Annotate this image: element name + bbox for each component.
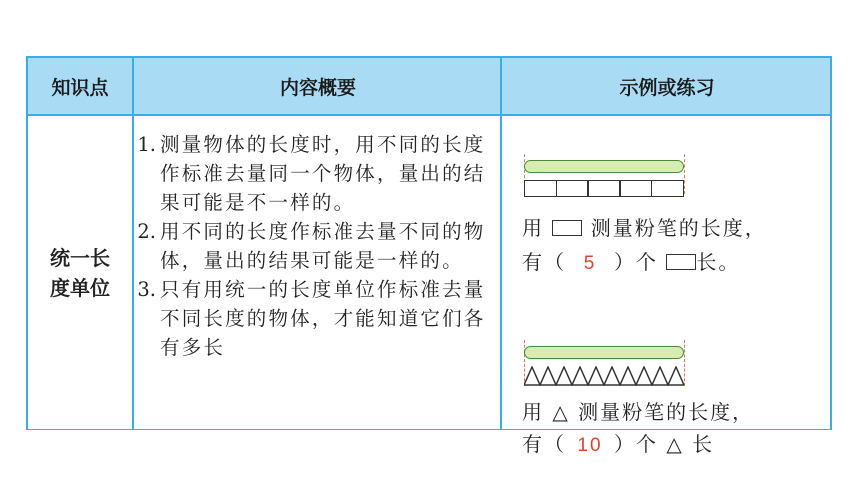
triangle-unit-icon: △ xyxy=(552,400,570,424)
list-item xyxy=(134,275,502,362)
example1-line1 xyxy=(522,212,767,241)
example1-line2 xyxy=(522,246,740,275)
item-text: 只有用统一的长度单位作标准去量不同长度的物体，才能知道它们各有多长 xyxy=(160,278,486,359)
example-text: 测量粉笔的长度， xyxy=(590,216,767,240)
square-unit xyxy=(524,180,557,197)
triangle-unit-icon: △ xyxy=(666,432,684,456)
item-number: 1. xyxy=(137,133,156,156)
square-unit-icon xyxy=(552,220,582,236)
example-text: 有（ xyxy=(522,250,566,274)
topic-line: 统一长 xyxy=(50,246,110,270)
measure-guide-line xyxy=(684,154,685,194)
example-text: 长 xyxy=(692,432,715,456)
example-text: 有（ xyxy=(522,432,566,456)
answer-value: 10 xyxy=(577,435,603,456)
example2-line2 xyxy=(522,428,714,457)
chalk-image xyxy=(524,160,684,173)
list-item xyxy=(134,130,502,217)
square-unit xyxy=(651,180,684,197)
header-knowledge-point: 知识点 xyxy=(51,76,109,99)
table-header xyxy=(28,56,830,116)
answer-value: 5 xyxy=(583,253,597,274)
item-text: 测量物体的长度时，用不同的长度作标准去量同一个物体，量出的结果可能是不一样的。 xyxy=(160,133,486,214)
example-text: 测量粉笔的长度， xyxy=(578,400,755,424)
topic-cell xyxy=(28,116,132,430)
list-item xyxy=(134,217,502,275)
triangle-units-row xyxy=(524,366,685,386)
example-text: ）个 xyxy=(614,432,658,456)
table-bottom-rule xyxy=(28,429,830,430)
example-text: 用 xyxy=(522,400,544,424)
item-text: 用不同的长度作标准去量不同的物体，量出的结果可能是一样的。 xyxy=(160,220,486,272)
header-content-summary: 内容概要 xyxy=(279,76,356,99)
example-cell xyxy=(502,116,830,456)
square-unit-icon xyxy=(666,254,696,270)
square-unit xyxy=(619,180,652,197)
item-number: 2. xyxy=(137,220,156,243)
chalk-image xyxy=(524,346,684,359)
knowledge-table xyxy=(26,56,832,456)
square-unit xyxy=(587,180,620,197)
header-example: 示例或练习 xyxy=(619,76,715,99)
topic-line: 度单位 xyxy=(50,276,110,300)
square-unit xyxy=(556,180,589,197)
item-number: 3. xyxy=(137,278,156,301)
example-text: ）个 xyxy=(614,250,658,274)
example2-line1 xyxy=(522,396,754,425)
example-text: 长。 xyxy=(696,250,741,274)
content-summary xyxy=(134,130,502,362)
square-units-row xyxy=(524,180,684,197)
example-text: 用 xyxy=(522,216,544,240)
